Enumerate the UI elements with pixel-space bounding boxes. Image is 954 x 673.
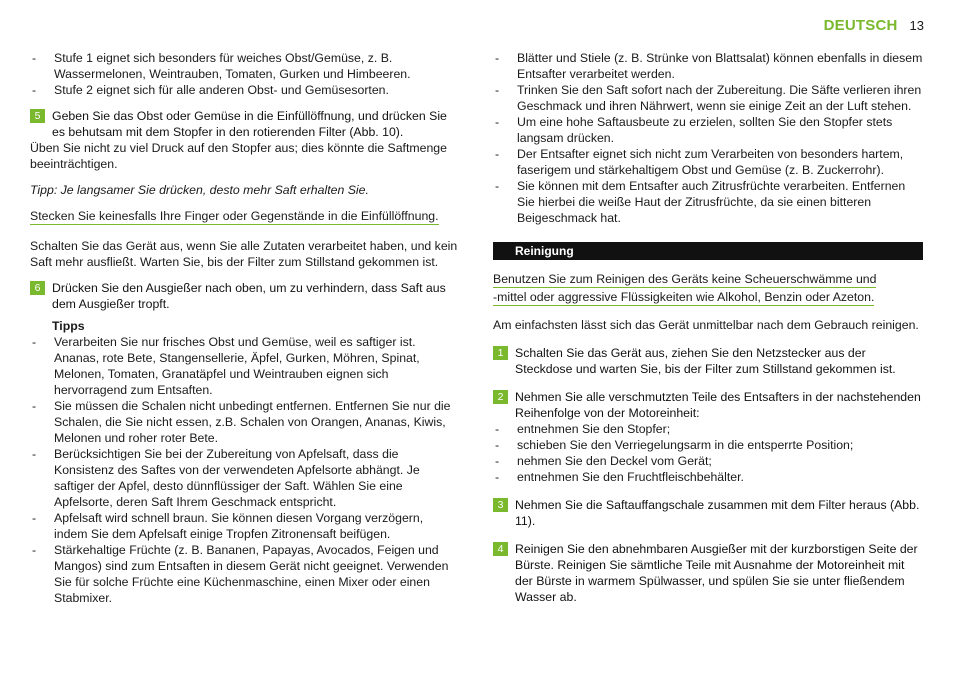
step-number-badge: 6	[30, 281, 45, 295]
step-text: Nehmen Sie die Saftauffangschale zusammen mit dem Filter heraus (Abb. 11).	[515, 498, 920, 528]
list-item: - Berücksichtigen Sie bei der Zubereitung von Apfelsaft, dass die Konsistenz des Saftes von der verwendeten Apfelsorte abhängt. Je saftiger der Apfel, desto dünnflüssiger der Saft. Wählen Sie eine Apfelsorte, deren Saft Ihrem Geschmack entspricht.	[32, 447, 420, 509]
list-item: - Der Entsafter eignet sich nicht zum Verarbeiten von besonders hartem, faserigem und stärkehaltigem Obst und Gemüse (z. B. Zuckerrohr).	[495, 147, 904, 177]
list-item: - Trinken Sie den Saft sofort nach der Zubereitung. Die Säfte verlieren ihren Geschmack und ihren Nährwert, wenn sie einige Zeit an der Luft stehen.	[495, 83, 922, 113]
step-1	[493, 345, 923, 377]
warning-text: Stecken Sie keinesfalls Ihre Finger oder Gegenstände in die Einfüllöffnung.	[30, 209, 439, 223]
step-text: Reinigen Sie den abnehmbaren Ausgießer mit der kurzborstigen Seite der Bürste. Reinigen Sie sämtliche Teile mit Ausnahme der Motoreinheit mit der Bürste in warmem Spülwasser, und spülen Sie sie unter fließendem Wasser ab.	[515, 542, 918, 604]
list-item: - Stufe 1 eignet sich besonders für weiches Obst/Gemüse, z. B. Wassermelonen, Weintrauben, Tomaten, Gurken und Himbeeren.	[32, 51, 411, 81]
language-label: DEUTSCH	[823, 17, 898, 34]
paragraph: Schalten Sie das Gerät aus, wenn Sie alle Zutaten verarbeitet haben, und kein Saft mehr ausfließt. Warten Sie, bis der Filter zum Stillstand gekommen ist.	[30, 239, 458, 269]
step-number-badge: 1	[493, 346, 508, 360]
step-2	[493, 389, 923, 421]
step-6	[30, 280, 460, 312]
paragraph: Üben Sie nicht zu viel Druck auf den Stopfer aus; dies könnte die Saftmenge beeinträchtigen.	[30, 141, 447, 171]
step-5	[30, 108, 460, 140]
tips-heading: Tipps	[52, 319, 85, 333]
list-item: - nehmen Sie den Deckel vom Gerät;	[495, 454, 712, 468]
left-column	[30, 50, 460, 606]
step-text: Geben Sie das Obst oder Gemüse in die Einfüllöffnung, und drücken Sie es behutsam mit dem Stopfer in den rotierenden Filter (Abb. 10).	[52, 109, 447, 139]
step-text: Drücken Sie den Ausgießer nach oben, um zu verhindern, dass Saft aus dem Ausgießer tropft.	[52, 281, 446, 311]
list-item: - schieben Sie den Verriegelungsarm in die entsperrte Position;	[495, 438, 854, 452]
list-item: - Stufe 2 eignet sich für alle anderen Obst- und Gemüsesorten.	[32, 83, 389, 97]
list-item: - Blätter und Stiele (z. B. Strünke von Blattsalat) können ebenfalls in diesem Entsafter verarbeitet werden.	[495, 51, 923, 81]
section-title-bar: Reinigung	[493, 242, 923, 260]
list-item: - Sie können mit dem Entsafter auch Zitrusfrüchte verarbeiten. Entfernen Sie hierbei die weiße Haut der Zitrusfrüchte, da sie einen bitteren Beigeschmack hat.	[495, 179, 906, 225]
step-number-badge: 5	[30, 109, 45, 123]
list-item: - Um eine hohe Saftausbeute zu erzielen, sollten Sie den Stopfer stets langsam drücken.	[495, 115, 893, 145]
right-column	[493, 50, 923, 605]
page-number: 13	[909, 18, 924, 33]
list-item: - entnehmen Sie den Fruchtfleischbehälter.	[495, 470, 744, 484]
page-header	[824, 17, 924, 34]
step-number-badge: 4	[493, 542, 508, 556]
step-number-badge: 2	[493, 390, 508, 404]
tip-text: Tipp: Je langsamer Sie drücken, desto mehr Saft erhalten Sie.	[30, 183, 369, 197]
list-item: - Sie müssen die Schalen nicht unbedingt entfernen. Entfernen Sie nur die Schalen, die Sie nicht essen, z.B. Schalen von Orangen, Ananas, Kiwis, Melonen und roher roter Bete.	[32, 399, 451, 445]
list-item: - Verarbeiten Sie nur frisches Obst und Gemüse, weil es saftiger ist. Ananas, rote Bete, Stangensellerie, Äpfel, Gurken, Möhren, Spinat, Melonen, Tomaten, Granatäpfel und Weintrauben eignen sich hervorragend zum Entsaften.	[32, 335, 420, 397]
step-text: Schalten Sie das Gerät aus, ziehen Sie den Netzstecker aus der Steckdose und warten Sie, bis der Filter zum Stillstand gekommen ist.	[515, 346, 896, 376]
step-3	[493, 497, 923, 529]
warning-text: Benutzen Sie zum Reinigen des Geräts keine Scheuerschwämme und -mittel oder aggressive Flüssigkeiten wie Alkohol, Benzin oder Azeton.	[493, 272, 877, 304]
paragraph: Am einfachsten lässt sich das Gerät unmittelbar nach dem Gebrauch reinigen.	[493, 318, 919, 332]
list-item: - Apfelsaft wird schnell braun. Sie können diesen Vorgang verzögern, indem Sie dem Apfelsaft einige Tropfen Zitronensaft beifügen.	[32, 511, 424, 541]
list-item: - Stärkehaltige Früchte (z. B. Bananen, Papayas, Avocados, Feigen und Mangos) sind zum Entsaften in diesem Gerät nicht geeignet. Verwenden Sie für solche Früchte eine Küchenmaschine, einen Mixer oder einen Stabmixer.	[32, 543, 449, 605]
step-4	[493, 541, 923, 605]
list-item: - entnehmen Sie den Stopfer;	[495, 422, 671, 436]
step-number-badge: 3	[493, 498, 508, 512]
step-text: Nehmen Sie alle verschmutzten Teile des Entsafters in der nachstehenden Reihenfolge von der Motoreinheit:	[515, 390, 921, 420]
